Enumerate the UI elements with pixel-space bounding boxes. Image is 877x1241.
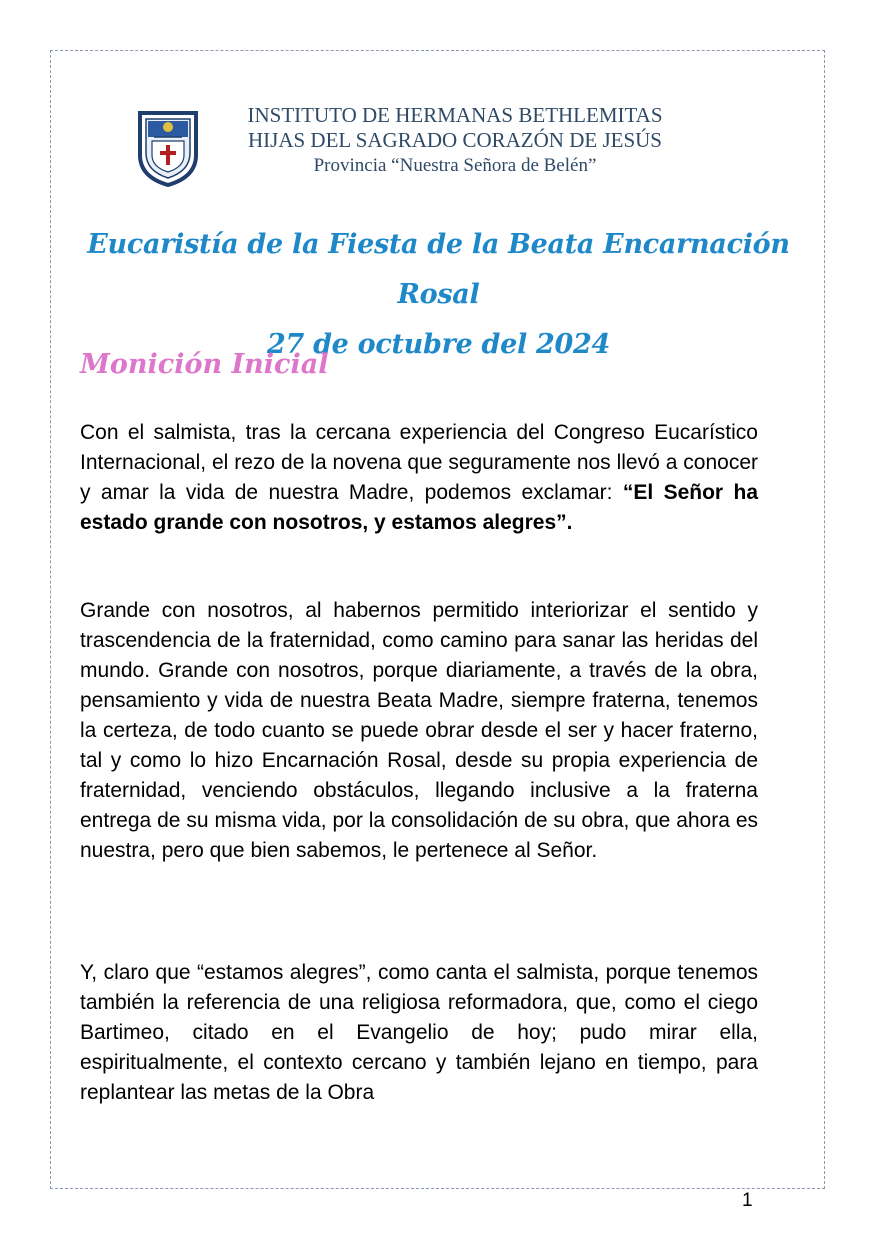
- section-heading: Monición Inicial: [80, 349, 329, 380]
- paragraph-2: Grande con nosotros, al habernos permitido interiorizar el sentido y trascendencia de la fraternidad, como camino para sanar las heridas del mundo. Grande con nosotros, porque diariamente, a través de la obra, pensamiento y vida de nuestra Beata Madre, siempre fraterna, tenemos la certeza, de todo cuanto se puede obrar desde el ser y hacer fraterno, tal y como lo hizo Encarnación Rosal, desde su propia experiencia de fraternidad, venciendo obstáculos, llegando inclusive a la fraterna entrega de su misma vida, por la consolidación de su obra, que ahora es nuestra, pero que bien sabemos, le pertenece al Señor.: [80, 599, 758, 862]
- coat-of-arms-icon: [134, 107, 202, 189]
- institution-header: [200, 103, 710, 178]
- title-line-2: 27 de octubre del 2024: [267, 329, 610, 360]
- paragraph-3: Y, claro que “estamos alegres”, como canta el salmista, porque tenemos también la referencia de una religiosa reformadora, que, como el ciego Bartimeo, citado en el Evangelio de hoy; pudo mirar ella, espiritualmente, el contexto cercano y también lejano en tiempo, para replantear las metas de la Obra: [80, 961, 758, 1104]
- title-line-1: Eucaristía de la Fiesta de la Beata Encarnación Rosal: [87, 229, 790, 310]
- province-name: Provincia “Nuestra Señora de Belén”: [313, 155, 597, 176]
- institution-name: INSTITUTO DE HERMANAS BETHLEMITAS: [247, 103, 663, 127]
- page-number: 1: [742, 1190, 753, 1211]
- institution-subtitle: HIJAS DEL SAGRADO CORAZÓN DE JESÚS: [247, 128, 662, 152]
- paragraph-1: [80, 418, 758, 538]
- paragraph-1-text: Con el salmista, tras la cercana experiencia del Congreso Eucarístico Internacional, el rezo de la novena que seguramente nos llevó a conocer y amar la vida de nuestra Madre, podemos exclamar:: [80, 421, 758, 504]
- paragraph-1-quote: “El Señor ha estado grande con nosotros, y estamos alegres”.: [80, 481, 758, 534]
